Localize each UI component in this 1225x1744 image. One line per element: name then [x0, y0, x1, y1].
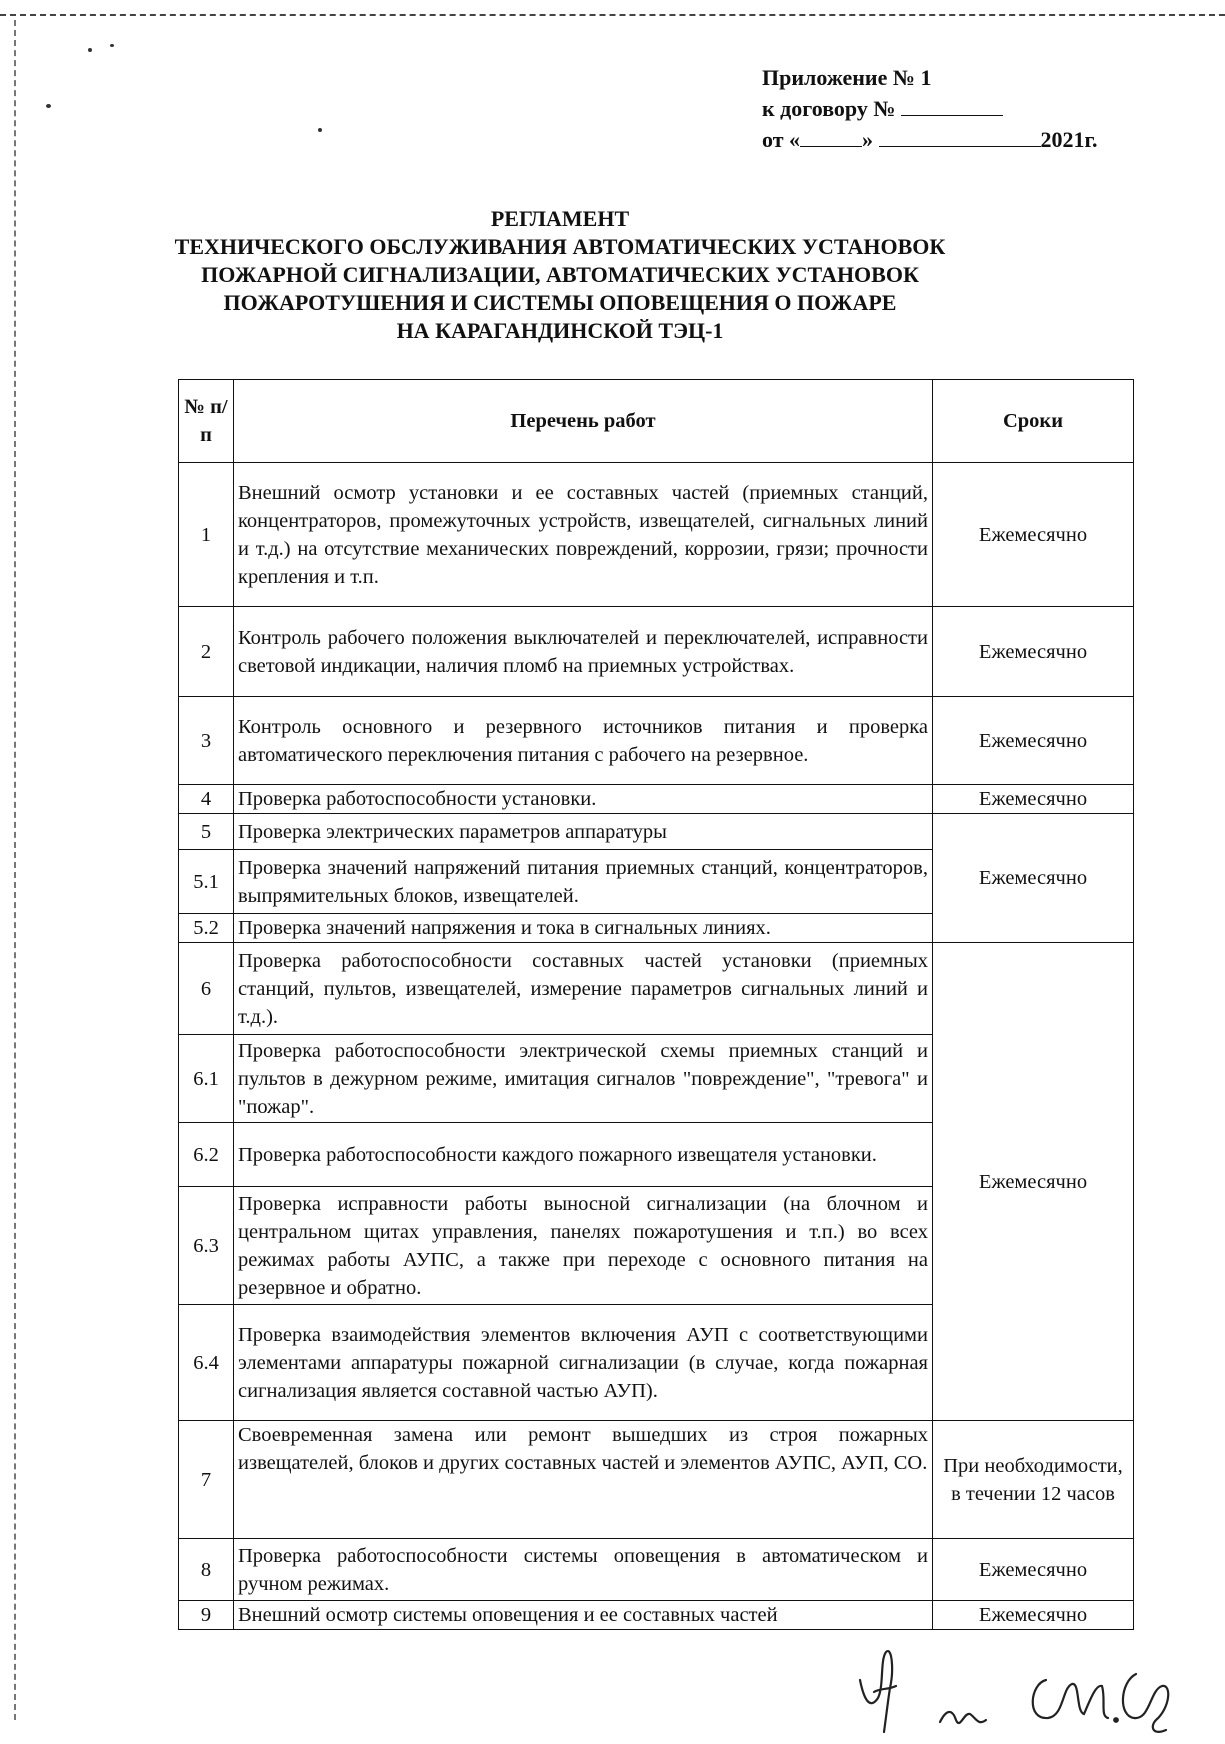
table-row	[179, 814, 1134, 850]
row-work: Внешний осмотр системы оповещения и ее составных частей	[234, 1601, 933, 1630]
row-term: Ежемесячно	[933, 697, 1134, 785]
handwritten-signatures	[850, 1640, 1190, 1740]
row-work: Своевременная замена или ремонт вышедших из строя пожарных извещателей, блоков и других составных частей и элементов АУПС, АУП, СО.	[234, 1421, 933, 1539]
row-num: 3	[179, 697, 234, 785]
row-work: Проверка работоспособности электрической схемы приемных станций и пультов в дежурном режиме, имитация сигналов "повреждение", "тревога" и "пожар".	[234, 1035, 933, 1123]
row-num: 5.1	[179, 850, 234, 914]
row-work: Проверка взаимодействия элементов включения АУП с соответствующими элементами аппаратуры пожарной сигнализации (в случае, когда пожарная сигнализация является составной частью АУП).	[234, 1305, 933, 1421]
contract-number-blank	[901, 97, 1003, 116]
table-row	[179, 463, 1134, 607]
signature-mark	[1123, 1674, 1168, 1732]
row-work: Контроль основного и резервного источников питания и проверка автоматического переключения питания с рабочего на резервное.	[234, 697, 933, 785]
document-title	[150, 205, 970, 345]
appendix-line-2	[762, 93, 1098, 124]
signature-mark	[1114, 1718, 1118, 1722]
month-blank	[879, 128, 1041, 147]
row-num: 9	[179, 1601, 234, 1630]
header-num: № п/п	[179, 380, 234, 463]
appendix-line-1: Приложение № 1	[762, 65, 932, 90]
row-num: 4	[179, 785, 234, 814]
row-term: При необходимости, в течении 12 часов	[933, 1421, 1134, 1539]
row-work: Проверка значений напряжений питания приемных станций, концентраторов, выпрямительных блоков, извещателей.	[234, 850, 933, 914]
scan-edge-left	[14, 20, 16, 1720]
header-term: Сроки	[933, 380, 1134, 463]
row-num: 6.3	[179, 1187, 234, 1305]
row-num: 6.1	[179, 1035, 234, 1123]
signature-mark	[1033, 1680, 1108, 1718]
row-num: 5.2	[179, 914, 234, 943]
table-row	[179, 785, 1134, 814]
signature-mark	[874, 1686, 896, 1692]
maintenance-table	[178, 379, 1134, 1630]
row-work: Проверка работоспособности каждого пожарного извещателя установки.	[234, 1123, 933, 1187]
row-work: Внешний осмотр установки и ее составных частей (приемных станций, концентраторов, промежуточных устройств, извещателей, сигнальных линий и т.д.) на отсутствие механических повреждений, коррозии, грязи; прочности крепления и т.п.	[234, 463, 933, 607]
day-blank	[800, 128, 862, 147]
title-line: ПОЖАРОТУШЕНИЯ И СИСТЕМЫ ОПОВЕЩЕНИЯ О ПОЖАРЕ	[223, 290, 897, 315]
table-row	[179, 607, 1134, 697]
appendix-block	[762, 62, 1098, 155]
date-open-quote: от «	[762, 127, 801, 152]
row-term: Ежемесячно	[933, 463, 1134, 607]
row-num: 8	[179, 1539, 234, 1601]
title-line: ТЕХНИЧЕСКОГО ОБСЛУЖИВАНИЯ АВТОМАТИЧЕСКИХ УСТАНОВОК	[174, 234, 946, 259]
row-num: 2	[179, 607, 234, 697]
row-num: 5	[179, 814, 234, 850]
scan-speck	[318, 128, 322, 132]
row-term: Ежемесячно	[933, 1601, 1134, 1630]
row-term: Ежемесячно	[933, 943, 1134, 1421]
title-line: НА КАРАГАНДИНСКОЙ ТЭЦ-1	[396, 318, 724, 343]
row-work: Проверка работоспособности установки.	[234, 785, 933, 814]
title-line: ПОЖАРНОЙ СИГНАЛИЗАЦИИ, АВТОМАТИЧЕСКИХ УСТАНОВОК	[201, 262, 919, 287]
contract-number-label: к договору №	[762, 96, 896, 121]
appendix-line-3	[762, 124, 1098, 155]
year-text: 2021г.	[1040, 127, 1098, 152]
row-work: Проверка работоспособности системы оповещения в автоматическом и ручном режимах.	[234, 1539, 933, 1601]
row-num: 6.4	[179, 1305, 234, 1421]
signature-mark	[940, 1712, 986, 1723]
row-term: Ежемесячно	[933, 1539, 1134, 1601]
table-header-row	[179, 380, 1134, 463]
scan-speck	[110, 44, 114, 47]
row-num: 1	[179, 463, 234, 607]
row-num: 7	[179, 1421, 234, 1539]
title-line: РЕГЛАМЕНТ	[490, 206, 630, 231]
row-work: Контроль рабочего положения выключателей и переключателей, исправности световой индикации, наличия пломб на приемных устройствах.	[234, 607, 933, 697]
table-row	[179, 943, 1134, 1035]
table-row	[179, 1421, 1134, 1539]
table-row	[179, 1539, 1134, 1601]
row-num: 6	[179, 943, 234, 1035]
row-term: Ежемесячно	[933, 814, 1134, 943]
row-work: Проверка электрических параметров аппаратуры	[234, 814, 933, 850]
row-work: Проверка значений напряжения и тока в сигнальных линиях.	[234, 914, 933, 943]
row-term: Ежемесячно	[933, 785, 1134, 814]
scan-speck	[46, 104, 51, 108]
table-row	[179, 697, 1134, 785]
row-work: Проверка работоспособности составных частей установки (приемных станций, пультов, извещателей, измерение параметров сигнальных линий и т.д.).	[234, 943, 933, 1035]
row-num: 6.2	[179, 1123, 234, 1187]
scan-speck	[88, 48, 92, 52]
row-work: Проверка исправности работы выносной сигнализации (на блочном и центральном щитах управления, панелях пожаротушения и т.п.) во всех режимах работы АУПС, а также при переходе с основного питания на резервное и обратно.	[234, 1187, 933, 1305]
date-close-quote: »	[862, 127, 874, 152]
header-work: Перечень работ	[234, 380, 933, 463]
scan-edge-top	[0, 14, 1225, 16]
table-row	[179, 1601, 1134, 1630]
row-term: Ежемесячно	[933, 607, 1134, 697]
